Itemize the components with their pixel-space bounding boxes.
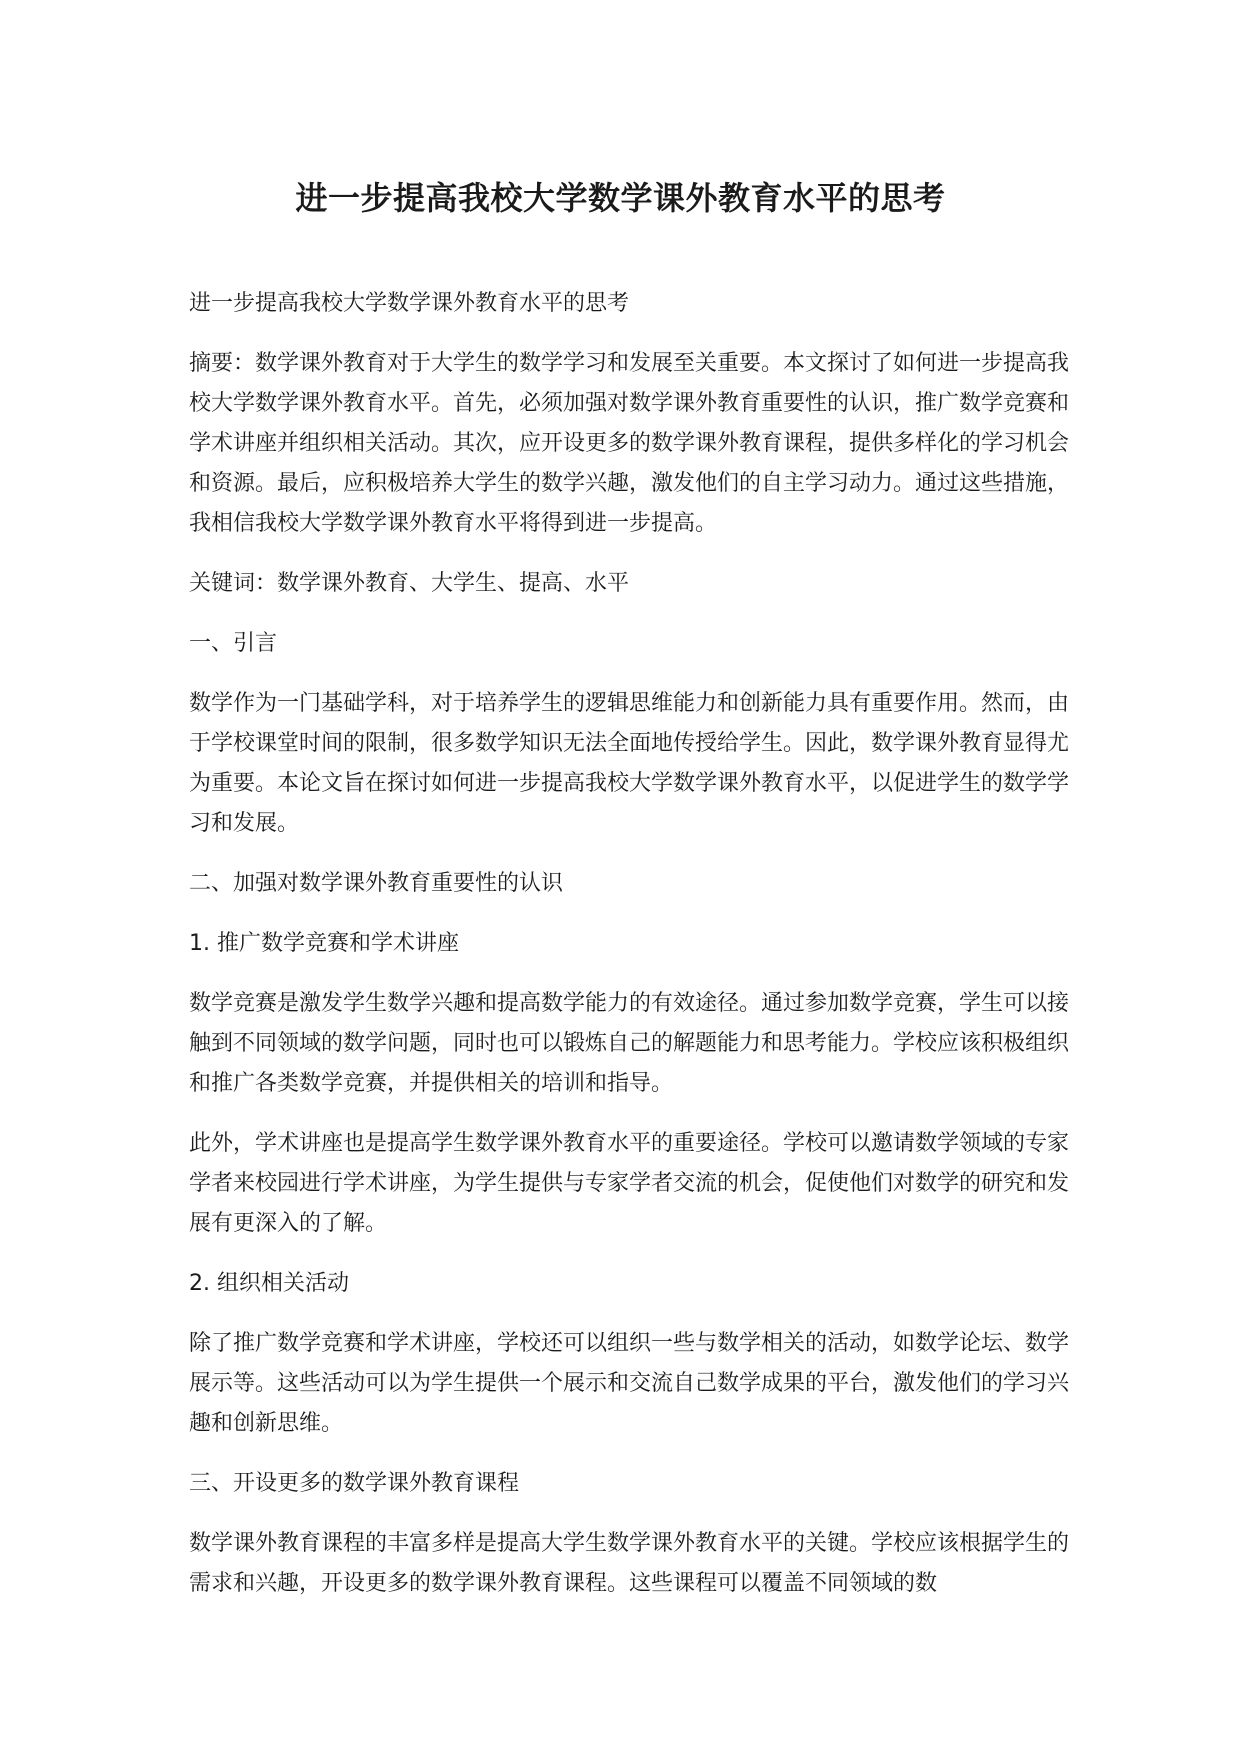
keywords-line: 关键词：数学课外教育、大学生、提高、水平: [189, 571, 630, 596]
section-heading-introduction: 一、引言: [189, 631, 278, 656]
courses-paragraph: 数学课外教育课程的丰富多样是提高大学生数学课外教育水平的关键。学校应该根据学生的需求和兴趣，开设更多的数学课外教育课程。这些课程可以覆盖不同领域的数: [189, 1531, 1070, 1596]
subsection-heading-activities: 2. 组织相关活动: [189, 1271, 349, 1296]
introduction-paragraph: 数学作为一门基础学科，对于培养学生的逻辑思维能力和创新能力具有重要作用。然而，由于学校课堂时间的限制，很多数学知识无法全面地传授给学生。因此，数学课外教育显得尤为重要。本论文旨在探讨如何进一步提高我校大学数学课外教育水平，以促进学生的数学学习和发展。: [189, 691, 1070, 836]
competitions-paragraph: 数学竞赛是激发学生数学兴趣和提高数学能力的有效途径。通过参加数学竞赛，学生可以接触到不同领域的数学问题，同时也可以锻炼自己的解题能力和思考能力。学校应该积极组织和推广各类数学竞赛，并提供相关的培训和指导。: [189, 991, 1070, 1096]
document-title: 进一步提高我校大学数学课外教育水平的思考: [295, 179, 946, 217]
document-subtitle: 进一步提高我校大学数学课外教育水平的思考: [189, 291, 630, 316]
activities-paragraph: 除了推广数学竞赛和学术讲座，学校还可以组织一些与数学相关的活动，如数学论坛、数学展示等。这些活动可以为学生提供一个展示和交流自己数学成果的平台，激发他们的学习兴趣和创新思维。: [189, 1331, 1070, 1436]
document-body: [189, 284, 1069, 1624]
lectures-paragraph: 此外，学术讲座也是提高学生数学课外教育水平的重要途径。学校可以邀请数学领域的专家学者来校园进行学术讲座，为学生提供与专家学者交流的机会，促使他们对数学的研究和发展有更深入的了解。: [189, 1131, 1070, 1236]
section-heading-importance: 二、加强对数学课外教育重要性的认识: [189, 871, 564, 896]
section-heading-courses: 三、开设更多的数学课外教育课程: [189, 1471, 520, 1496]
abstract-paragraph: 摘要：数学课外教育对于大学生的数学学习和发展至关重要。本文探讨了如何进一步提高我校大学数学课外教育水平。首先，必须加强对数学课外教育重要性的认识，推广数学竞赛和学术讲座并组织相关活动。其次，应开设更多的数学课外教育课程，提供多样化的学习机会和资源。最后，应积极培养大学生的数学兴趣，激发他们的自主学习动力。通过这些措施，我相信我校大学数学课外教育水平将得到进一步提高。: [189, 351, 1070, 536]
subsection-heading-competitions: 1. 推广数学竞赛和学术讲座: [189, 931, 459, 956]
